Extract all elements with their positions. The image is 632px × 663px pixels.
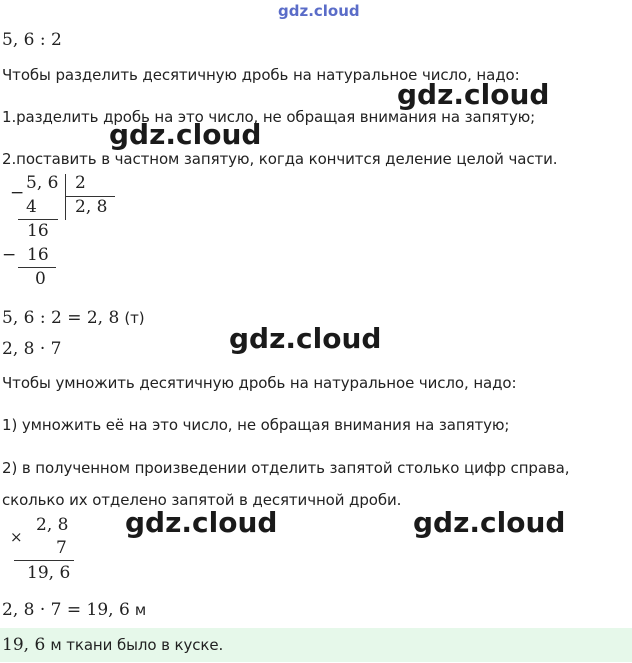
watermark-5: gdz.cloud — [413, 506, 566, 539]
multiplication-product: 19, 6 — [27, 563, 71, 583]
watermark-3: gdz.cloud — [229, 322, 382, 355]
multiplication-rule-step2b: сколько их отделено запятой в десятичной дроби. — [2, 491, 402, 509]
division-minus-sign-2: − — [2, 245, 17, 265]
multiplication-result-expression: 2, 8 · 7 = 19, 6 — [2, 600, 130, 620]
division-remainder-1: 16 — [27, 221, 49, 241]
division-line-2 — [18, 267, 56, 268]
multiplication-expression: 2, 8 · 7 — [2, 339, 62, 359]
multiplication-rule-step2a: 2) в полученном произведении отделить запятой столько цифр справа, — [2, 459, 570, 477]
site-watermark-top: gdz.cloud — [278, 2, 360, 20]
multiplication-sign: × — [10, 528, 23, 546]
answer-text: м ткани было в куске. — [50, 636, 224, 654]
division-remainder-2: 0 — [35, 269, 46, 289]
division-result — [2, 308, 145, 328]
multiplication-rule-title: Чтобы умножить десятичную дробь на натуральное число, надо: — [2, 374, 517, 392]
watermark-4: gdz.cloud — [125, 506, 278, 539]
division-vertical-bar — [65, 174, 66, 220]
answer-number: 19, 6 — [2, 635, 46, 655]
division-rule-step1: 1.разделить дробь на это число, не обращая внимания на запятую; — [2, 108, 536, 126]
division-dividend: 5, 6 — [26, 173, 59, 193]
division-subtrahend-1: 4 — [26, 197, 37, 217]
answer-line — [2, 635, 223, 655]
division-divisor: 2 — [75, 173, 86, 193]
multiplication-rule-step1: 1) умножить её на это число, не обращая внимания на запятую; — [2, 416, 510, 434]
division-subtrahend-2: 16 — [27, 245, 49, 265]
division-quotient: 2, 8 — [75, 197, 108, 217]
division-minus-sign: − — [10, 183, 25, 203]
division-rule-step2: 2.поставить в частном запятую, когда кончится деление целой части. — [2, 150, 558, 168]
multiplication-result — [2, 600, 146, 620]
division-line-1 — [18, 219, 58, 220]
division-result-expression: 5, 6 : 2 = 2, 8 — [2, 308, 120, 328]
multiplication-factor-2: 7 — [56, 538, 67, 558]
watermark-2: gdz.cloud — [109, 118, 262, 151]
division-expression: 5, 6 : 2 — [2, 30, 62, 50]
multiplication-factor-1: 2, 8 — [36, 515, 69, 535]
watermark-1: gdz.cloud — [397, 78, 550, 111]
division-rule-title: Чтобы разделить десятичную дробь на натуральное число, надо: — [2, 66, 520, 84]
multiplication-result-unit: м — [134, 601, 147, 619]
division-result-unit: (т) — [124, 309, 145, 327]
multiplication-line — [14, 560, 74, 561]
